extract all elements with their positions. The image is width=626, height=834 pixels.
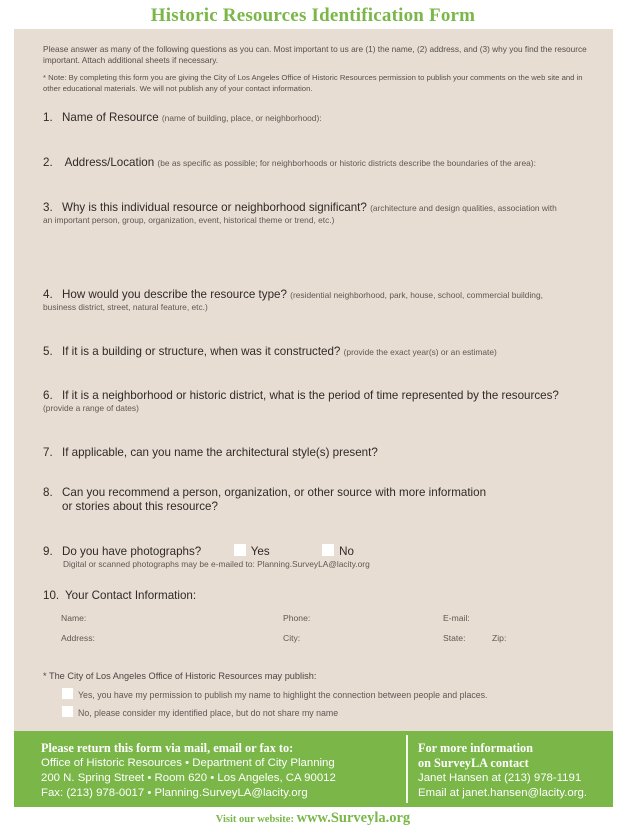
question-text-continued: or stories about this resource? [62, 500, 218, 513]
question-hint: (architecture and design qualities, association with [370, 203, 557, 213]
question-text: How would you describe the resource type? [62, 288, 287, 301]
question-8 [43, 486, 486, 514]
question-5 [43, 345, 497, 359]
question-text: Do you have photographs? [62, 545, 202, 558]
footer-divider [406, 735, 408, 803]
question-text: Name of Resource [62, 111, 159, 124]
question-text: Why is this individual resource or neighborhood significant? [62, 201, 367, 214]
question-text: Can you recommend a person, organization, or other source with more information [62, 486, 487, 499]
form-title: Historic Resources Identification Form [150, 5, 476, 26]
footer-banner [14, 731, 613, 807]
city-field[interactable]: City: [283, 633, 301, 643]
website-line [0, 810, 626, 827]
question-text: Address/Location [64, 156, 155, 169]
note-text: * Note: By completing this form you are giving the City of Los Angeles Office of Historic Resources permission to publish your comments on the web site and in other educational materials. We will not publish any of your contact information. [43, 73, 583, 93]
contact-phone: Janet Hansen at (213) 978-1191 [418, 772, 582, 784]
publish-no-label: No, please consider my identified place, but do not share my name [78, 708, 339, 718]
photos-yes-label: Yes [250, 545, 270, 558]
question-number: 7. [43, 446, 53, 459]
question-9 [43, 544, 370, 570]
return-info [41, 741, 336, 801]
question-number: 5. [43, 345, 53, 358]
question-hint: (residential neighborhood, park, house, school, commercial building, [290, 290, 543, 300]
question-number: 9. [43, 545, 53, 558]
question-2 [43, 156, 536, 170]
question-3 [43, 201, 557, 226]
publish-yes-option [62, 688, 487, 700]
publish-no-option [62, 706, 338, 718]
email-field[interactable]: E-mail: [443, 613, 470, 623]
question-hint: (provide the exact year(s) or an estimate) [343, 347, 497, 357]
photos-no-label: No [339, 545, 354, 558]
return-heading: Please return this form via mail, email or fax to: [41, 741, 294, 755]
question-sub: an important person, group, organization, event, historical theme or trend, etc.) [43, 215, 335, 225]
question-text: Your Contact Information: [65, 589, 197, 602]
question-number: 10. [43, 589, 60, 602]
state-field[interactable]: State: [443, 633, 466, 643]
contact-email: Email at janet.hansen@lacity.org. [418, 787, 588, 799]
question-10 [43, 589, 196, 603]
publish-yes-checkbox[interactable] [62, 688, 73, 699]
photos-yes-checkbox[interactable] [234, 544, 246, 556]
question-hint: (be as specific as possible; for neighborhoods or historic districts describe the boundaries of the area): [157, 158, 536, 168]
return-address: 200 N. Spring Street • Room 620 • Los Angeles, CA 90012 [41, 772, 336, 784]
form-panel [14, 29, 613, 731]
return-office: Office of Historic Resources • Department of City Planning [41, 757, 335, 769]
question-number: 8. [43, 486, 53, 499]
publish-yes-label: Yes, you have my permission to publish my name to highlight the connection between people and places. [78, 690, 488, 700]
return-fax-email: Fax: (213) 978-0017 • Planning.SurveyLA@lacity.org [41, 787, 308, 799]
phone-field[interactable]: Phone: [283, 613, 311, 623]
question-number: 2. [43, 156, 53, 169]
contact-info [418, 741, 587, 801]
photos-email-note: Digital or scanned photographs may be e-mailed to: Planning.SurveyLA@lacity.org [63, 559, 370, 569]
website-label: Visit our website: [215, 814, 294, 825]
contact-heading-line2: on SurveyLA contact [418, 756, 529, 770]
question-text: If it is a neighborhood or historic district, what is the period of time represented by the resources? [62, 389, 559, 402]
intro-text: Please answer as many of the following questions as you can. Most important to us are (1) the name, (2) address, and (3) why you find the resource important. Attach additional sheets if necessary. [43, 44, 587, 65]
question-text: If it is a building or structure, when was it constructed? [62, 345, 341, 358]
name-field[interactable]: Name: [61, 613, 87, 623]
question-7 [43, 446, 378, 460]
publish-no-checkbox[interactable] [62, 706, 73, 717]
question-4 [43, 288, 543, 313]
question-number: 4. [43, 288, 53, 301]
question-sub: business district, street, natural feature, etc.) [43, 302, 208, 312]
question-number: 1. [43, 111, 53, 124]
question-hint: (name of building, place, or neighborhood): [161, 113, 322, 123]
question-1 [43, 111, 322, 125]
question-sub: (provide a range of dates) [43, 403, 139, 413]
question-text: If applicable, can you name the architectural style(s) present? [62, 446, 378, 459]
question-number: 3. [43, 201, 53, 214]
question-6 [43, 389, 559, 414]
publish-heading: * The City of Los Angeles Office of Historic Resources may publish: [43, 671, 317, 681]
photos-no-checkbox[interactable] [322, 544, 334, 556]
question-number: 6. [43, 389, 53, 402]
address-field[interactable]: Address: [61, 633, 95, 643]
website-link[interactable]: www.Surveyla.org [296, 810, 411, 826]
contact-heading-line1: For more information [418, 741, 533, 755]
zip-field[interactable]: Zip: [492, 633, 507, 643]
